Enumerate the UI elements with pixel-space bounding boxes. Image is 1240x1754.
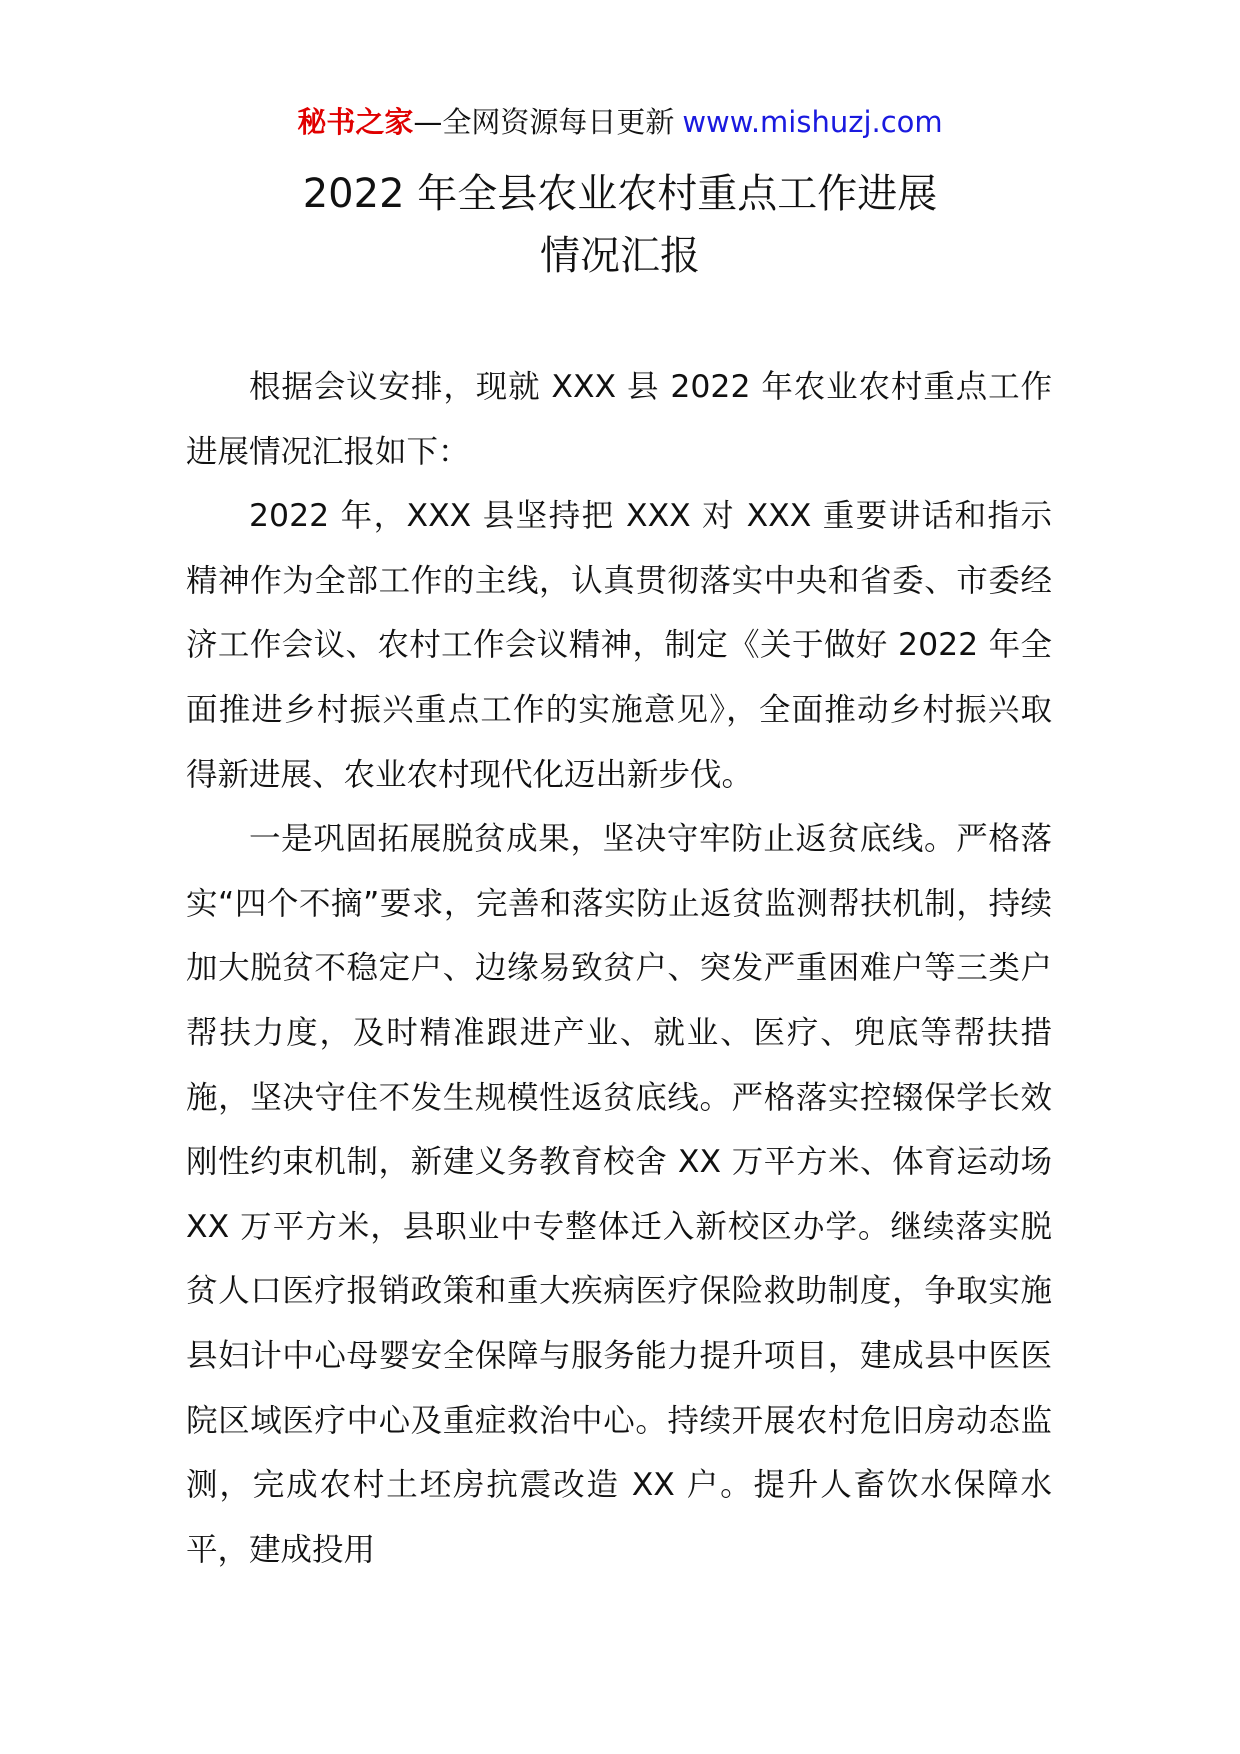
header-tagline: —全网资源每日更新 bbox=[413, 105, 675, 139]
document-body bbox=[186, 355, 1052, 1582]
document-title-line-1: 2022 年全县农业农村重点工作进展 bbox=[302, 171, 938, 217]
site-header bbox=[0, 102, 1240, 142]
document-title-line-2: 情况汇报 bbox=[540, 233, 700, 279]
paragraph-section-one: 一是巩固拓展脱贫成果，坚决守牢防止返贫底线。严格落实“四个不摘”要求，完善和落实防止返贫监测帮扶机制，持续加大脱贫不稳定户、边缘易致贫户、突发严重困难户等三类户帮扶力度，及时精准跟进产业、就业、医疗、兜底等帮扶措施，坚决守住不发生规模性返贫底线。严格落实控辍保学长效刚性约束机制，新建义务教育校舍 XX 万平方米、体育运动场 XX 万平方米，县职业中专整体迁入新校区办学。继续落实脱贫人口医疗报销政策和重大疾病医疗保险救助制度，争取实施县妇计中心母婴安全保障与服务能力提升项目，建成县中医医院区域医疗中心及重症救治中心。持续开展农村危旧房动态监测，完成农村土坯房抗震改造 XX 户。提升人畜饮水保障水平，建成投用 bbox=[186, 821, 1052, 1568]
paragraph-overview: 2022 年，XXX 县坚持把 XXX 对 XXX 重要讲话和指示精神作为全部工作的主线，认真贯彻落实中央和省委、市委经济工作会议、农村工作会议精神，制定《关于做好 2022 年全面推进乡村振兴重点工作的实施意见》，全面推动乡村振兴取得新进展、农业农村现代化迈出新步伐。 bbox=[186, 498, 1052, 793]
paragraph-intro: 根据会议安排，现就 XXX 县 2022 年农业农村重点工作进展情况汇报如下： bbox=[186, 369, 1052, 470]
site-url-link[interactable]: www.mishuzj.com bbox=[682, 105, 943, 139]
brand-name: 秘书之家 bbox=[297, 105, 414, 139]
